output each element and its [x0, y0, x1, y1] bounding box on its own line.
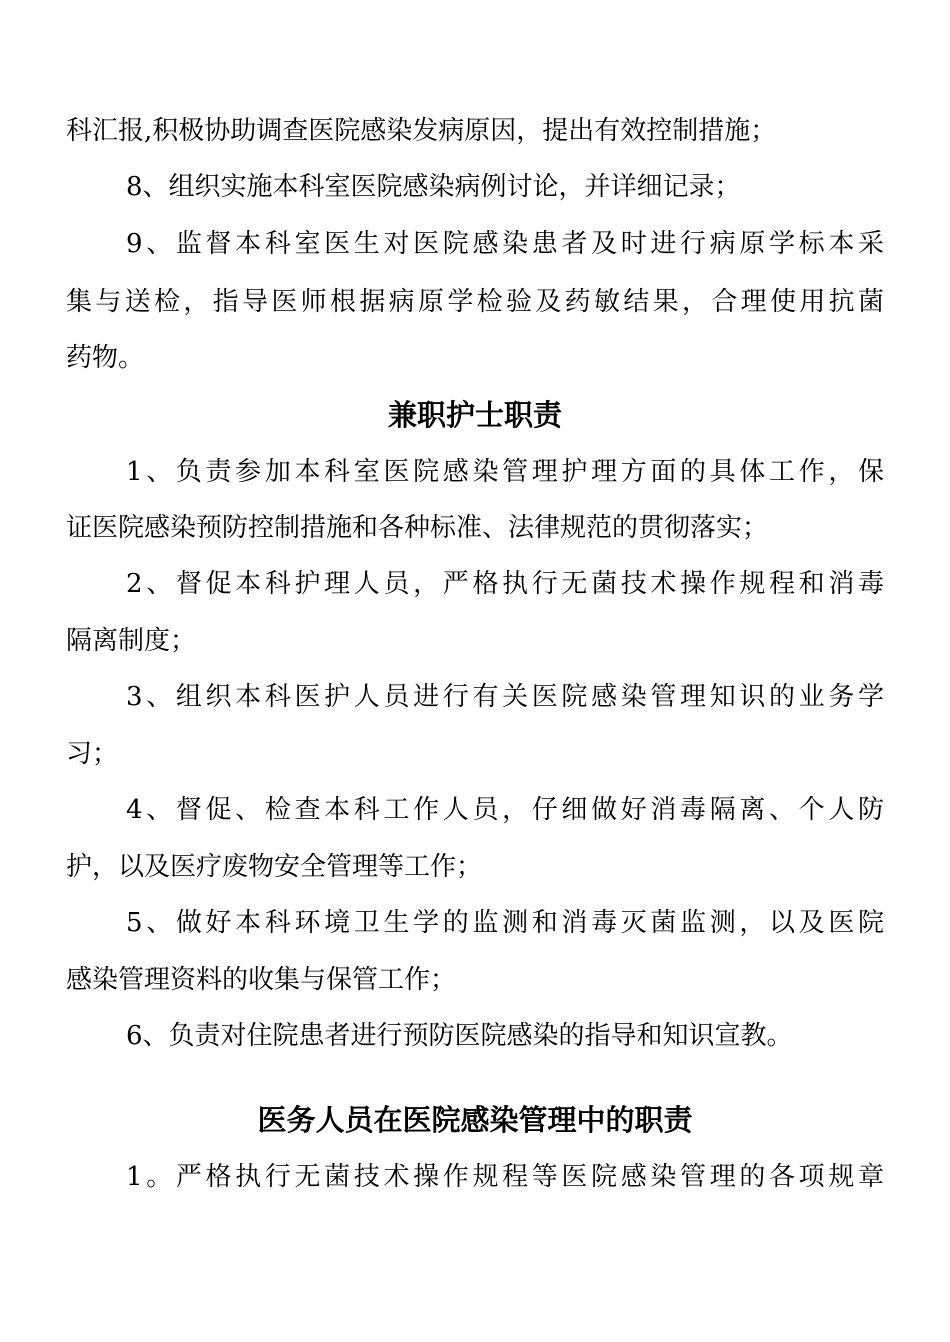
text-line: 9、监督本科室医生对医院感染患者及时进行病原学标本采 [126, 229, 884, 259]
text-line: 3、组织本科医护人员进行有关医院感染管理知识的业务学 [126, 682, 884, 712]
text-line: 护，以及医疗废物安全管理等工作； [66, 852, 483, 882]
text-line: 1。严格执行无菌技术操作规程等医院感染管理的各项规章 [126, 1162, 884, 1192]
text-line: 4、督促、检查本科工作人员，仔细做好消毒隔离、个人防 [126, 795, 884, 825]
text-line: 隔离制度； [66, 626, 197, 656]
text-line: 证医院感染预防控制措施和各种标准、法律规范的贯彻落实； [66, 513, 769, 543]
text-line: 感染管理资料的收集与保管工作； [66, 965, 457, 995]
text-line: 习； [66, 739, 119, 769]
text-line: 2、督促本科护理人员，严格执行无菌技术操作规程和消毒 [126, 569, 884, 599]
text-line: 8、组织实施本科室医院感染病例讨论，并详细记录； [126, 172, 741, 202]
text-line: 5、做好本科环境卫生学的监测和消毒灭菌监测，以及医院 [126, 908, 884, 938]
section-heading-staff: 医务人员在医院感染管理中的职责 [257, 1103, 693, 1137]
text-line: 6、负责对住院患者进行预防医院感染的指导和知识宣教。 [126, 1021, 793, 1051]
text-line: 集与送检，指导医师根据病原学检验及药敏结果，合理使用抗菌 [66, 287, 884, 317]
text-line: 1、负责参加本科室医院感染管理护理方面的具体工作，保 [126, 457, 884, 487]
section-heading-nurse: 兼职护士职责 [387, 398, 562, 432]
text-line: 药物。 [66, 343, 145, 373]
text-line: 科汇报,积极协助调查医院感染发病原因，提出有效控制措施； [66, 116, 777, 146]
